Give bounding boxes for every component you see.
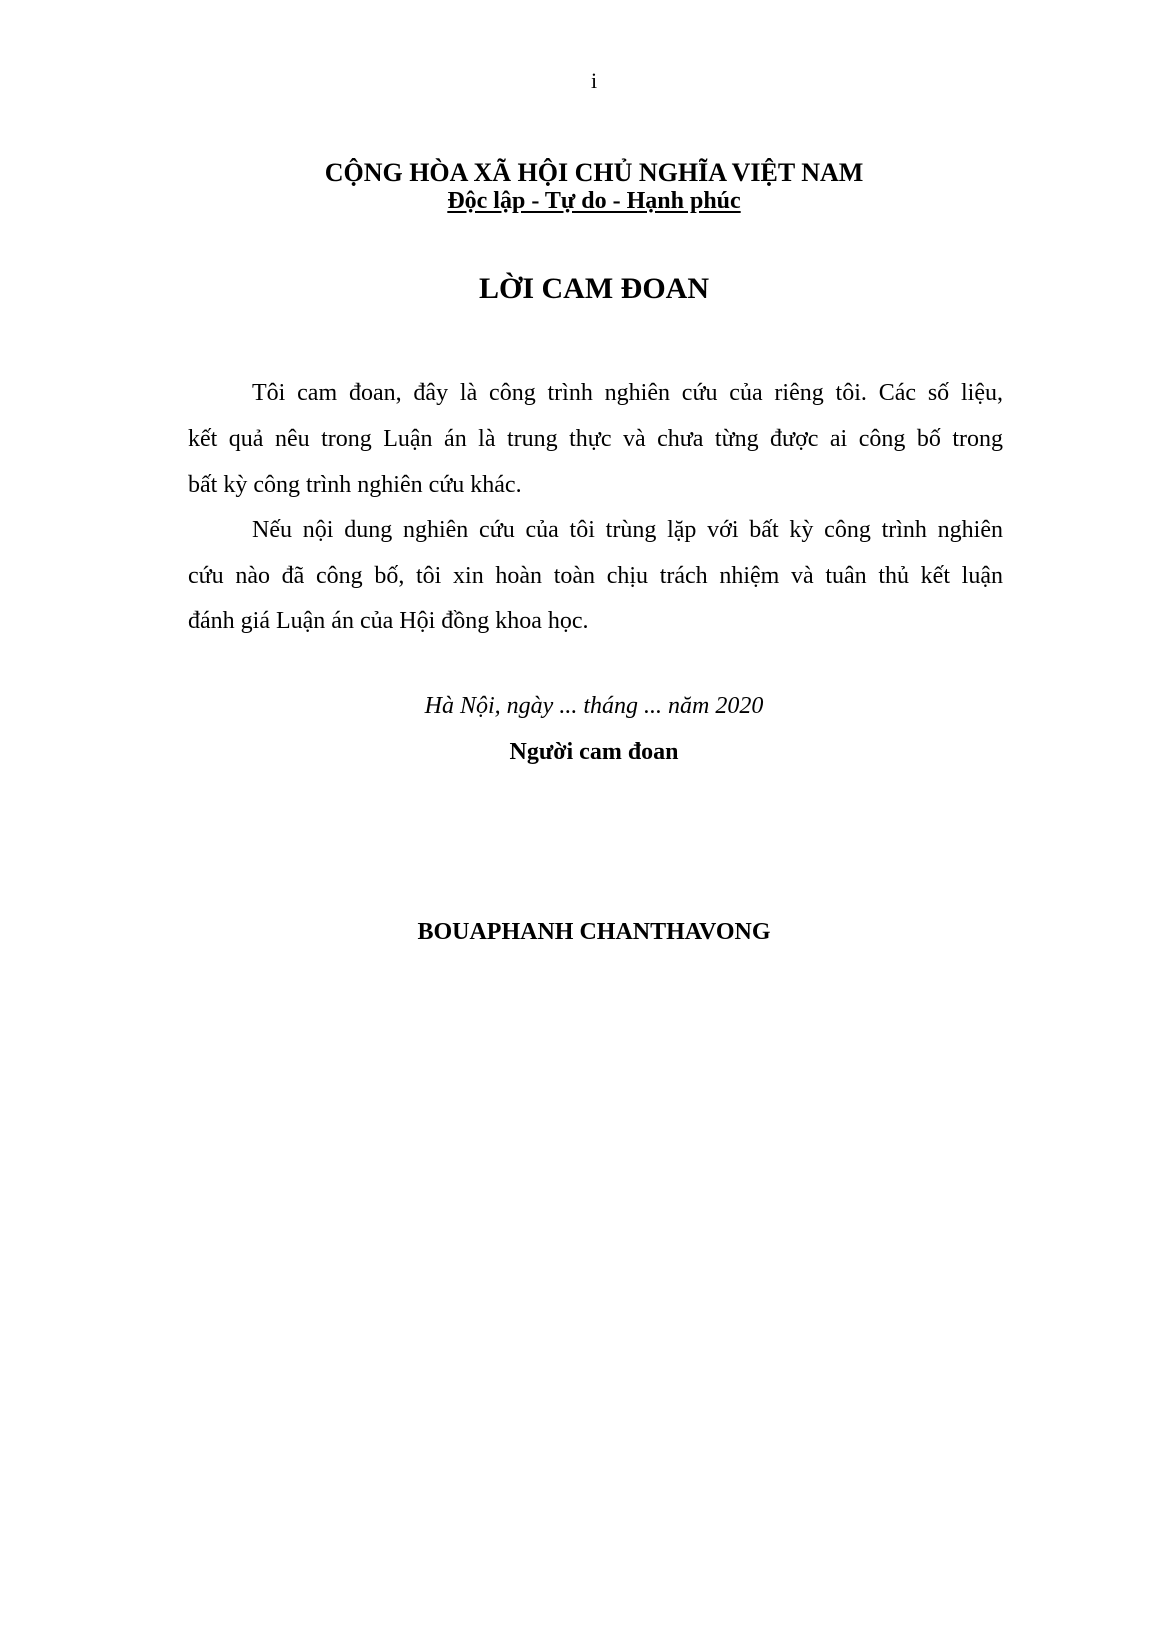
paragraph-2-line-3: đánh giá Luận án của Hội đồng khoa học. — [188, 608, 589, 634]
national-motto-text: Độc lập - Tự do - Hạnh phúc — [447, 188, 741, 214]
paragraph-2-line-2: cứu nào đã công bố, tôi xin hoàn toàn chịu trách nhiệm và tuân thủ kết luận — [188, 563, 1003, 589]
national-motto — [0, 188, 1158, 215]
paragraph-2-line-1: Nếu nội dung nghiên cứu của tôi trùng lặp với bất kỳ công trình nghiên — [252, 517, 1003, 543]
page-number: i — [590, 68, 598, 93]
signer-label: Người cam đoan — [509, 739, 679, 765]
signer-name: BOUAPHANH CHANTHAVONG — [417, 919, 771, 945]
paragraph-1-line-1: Tôi cam đoan, đây là công trình nghiên cứu của riêng tôi. Các số liệu, — [252, 380, 1003, 406]
page-title: LỜI CAM ĐOAN — [479, 272, 709, 305]
paragraph-1-line-3: bất kỳ công trình nghiên cứu khác. — [188, 472, 522, 498]
signature-date: Hà Nội, ngày ... tháng ... năm 2020 — [424, 693, 764, 719]
paragraph-1-line-2: kết quả nêu trong Luận án là trung thực và chưa từng được ai công bố trong — [188, 426, 1003, 452]
country-name-heading: CỘNG HÒA XÃ HỘI CHỦ NGHĨA VIỆT NAM — [324, 158, 864, 187]
